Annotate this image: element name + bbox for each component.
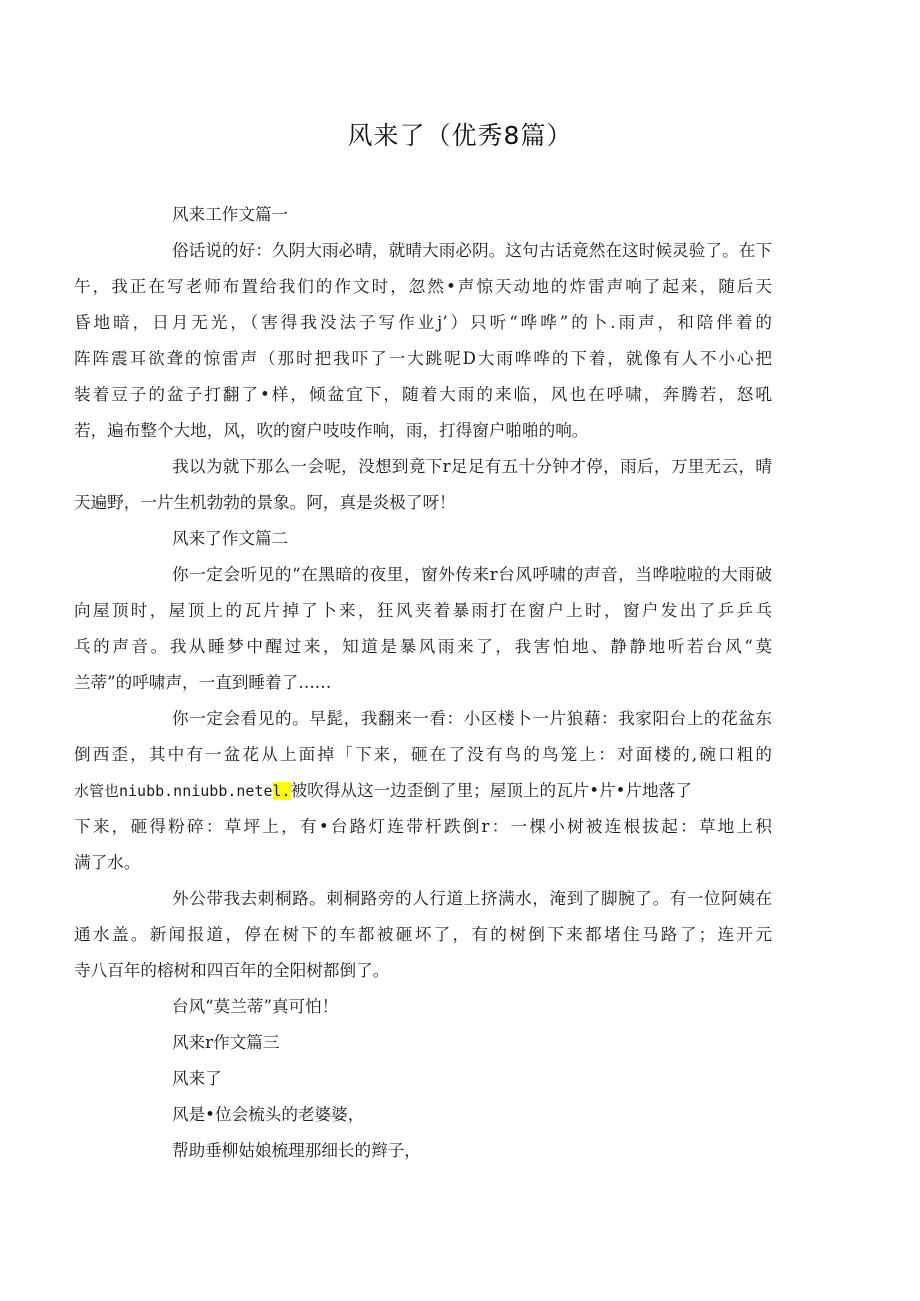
highlighted-text: l. <box>272 782 291 800</box>
text-line: 下来，砸得粉碎：草坪上，有•台路灯连带杆跌倒r：一棵小树被连根拔起：草地上积 <box>74 817 772 836</box>
text-line: 我以为就下那么一会呢，没想到竟下r足足有五十分钟才停，雨后，万里无云，晴 <box>172 457 772 476</box>
url-text: 水管也niubb.nniubb.nete <box>74 782 273 800</box>
text-line: 通水盖。新闻报道，停在树下的车都被砸坏了，有的树倒下来都堵住马路了；连开元 <box>74 925 772 944</box>
text-line: 装着豆子的盆子打翻了•样，倾盆宜下，随着大雨的来临，风也在呼啸，奔腾若，怒吼 <box>74 385 772 404</box>
text-line: 午，我正在写老师布置给我们的作文时，忽然•声惊天动地的炸雷声响了起来，随后天 <box>74 277 772 296</box>
poem-line: 帮助垂柳姑娘梳理那细长的辫子， <box>172 1141 421 1160</box>
text-line: 寺八百年的榕树和四百年的全阳树都倒了。 <box>74 961 390 980</box>
poem-line: 风来了 <box>172 1069 222 1088</box>
text-line: 阵阵震耳欲聋的惊雷声（那时把我吓了一大跳呢D大雨哗哗的下着，就像有人不小心把 <box>74 349 772 368</box>
text-fragment: 被吹得从这一边歪倒了里；屋顶上的瓦片•片•片地落了 <box>290 781 692 800</box>
section-heading: 风来r作文篇三 <box>172 1033 280 1052</box>
text-line: 外公带我去刺桐路。刺桐路旁的人行道上挤满水，淹到了脚腕了。有一位阿姨在 <box>172 889 772 908</box>
text-line: 台风“莫兰蒂”真可怕！ <box>172 997 339 1016</box>
poem-line: 风是•位会梳头的老婆婆， <box>172 1105 365 1124</box>
text-line: 向屋顶时，屋顶上的瓦片掉了卜来，狂风夹着暴雨打在窗户上时，窗户发出了乒乒乓 <box>74 601 772 620</box>
section-heading: 风来工作文篇一 <box>172 205 289 224</box>
document-title: 风来了（优秀8篇） <box>347 121 573 150</box>
text-line: 你一定会听见的“在黑暗的夜里，窗外传来r台风呼啸的声音，当哗啦啦的大雨破 <box>172 565 772 584</box>
text-line: 乓的声音。我从睡梦中醒过来，知道是暴风雨来了，我害怕地、静静地听若台风“莫 <box>74 637 772 656</box>
text-line-with-highlight <box>74 776 772 806</box>
text-line: 满了水。 <box>74 853 141 872</box>
document-body <box>74 200 772 1166</box>
text-line: 昏地暗，日月无光，（害得我没法子写作业j’）只听“哗哗”的卜.雨声，和陪伴着的 <box>74 313 772 332</box>
text-line: 若，遍布整个大地，风，吹的窗户吱吱作响，雨，打得窗户啪啪的响。 <box>74 421 589 440</box>
text-line: 你一定会看见的。早髭，我翻来一看：小区楼卜一片狼藉：我家阳台上的花盆东 <box>172 709 772 728</box>
text-line: 倒西歪，其中有一盆花从上面掉「下来，砸在了没有鸟的鸟笼上：对面楼的,碗口粗的 <box>74 745 772 764</box>
text-line: 俗话说的好：久阴大雨必晴，就晴大雨必阴。这句古话竟然在这时候灵验了。在下 <box>172 241 772 260</box>
section-heading: 风来了作文篇二 <box>172 529 289 548</box>
text-line: 兰蒂”的呼啸声，一直到睡着了…… <box>74 673 332 692</box>
text-line: 天遍野，一片生机勃勃的景象。阿，真是炎极了呀！ <box>74 493 456 512</box>
